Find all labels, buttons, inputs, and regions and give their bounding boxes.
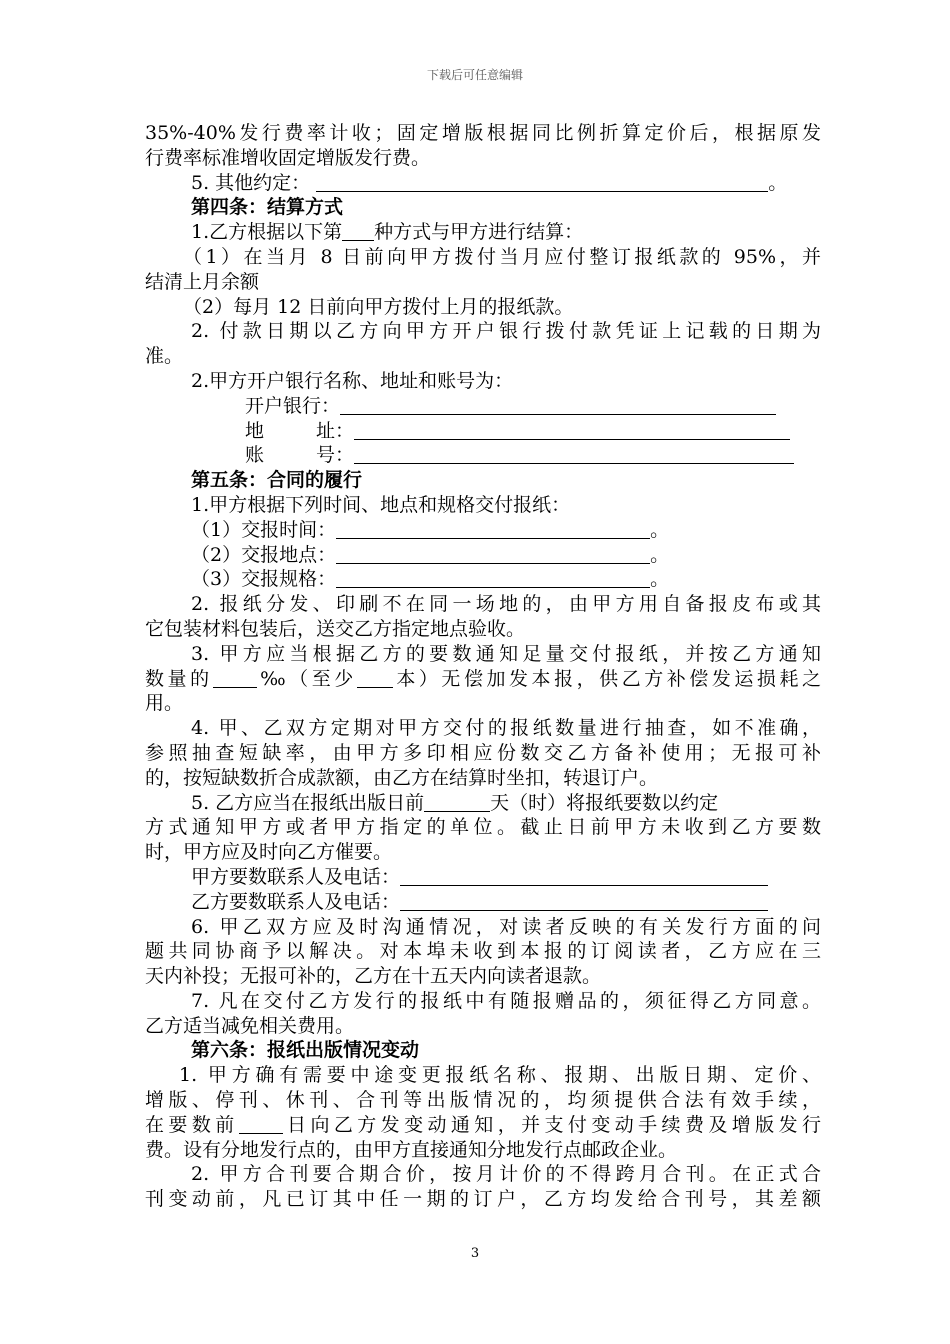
address-label-b: 址： bbox=[316, 419, 355, 442]
notice-days-label: 5. 乙方应当在报纸出版日前 bbox=[191, 791, 425, 814]
bank-name-blank[interactable] bbox=[340, 395, 776, 415]
extra-copies-line bbox=[145, 667, 821, 692]
page-number: 3 bbox=[470, 1246, 480, 1261]
delivery-time-blank[interactable] bbox=[336, 519, 650, 539]
document-body bbox=[145, 121, 821, 1212]
party-a-contact-blank[interactable] bbox=[400, 866, 768, 886]
min-copies-blank[interactable] bbox=[357, 668, 393, 688]
party-b-contact-blank[interactable] bbox=[400, 891, 768, 911]
paragraph-line: 准。 bbox=[145, 345, 184, 368]
bank-address-blank[interactable] bbox=[354, 420, 790, 440]
notice-days-blank[interactable] bbox=[424, 792, 490, 812]
paragraph-line: 1.甲方根据下列时间、地点和规格交付报纸： bbox=[191, 493, 571, 516]
paragraph-line: （2）每月 12 日前向甲方拨付上月的报纸款。 bbox=[183, 295, 574, 318]
section-heading-4: 第四条：结算方式 bbox=[191, 196, 344, 219]
paragraph-line: 1. 甲方确有需要中途变更报纸名称、报期、出版日期、定价、 bbox=[179, 1064, 821, 1087]
bank-account-blank[interactable] bbox=[354, 444, 794, 464]
paragraph-line: 行费率标准增收固定增版发行费。 bbox=[145, 146, 431, 169]
extra-copies-label: 数量的 bbox=[145, 667, 213, 690]
paragraph-line: 35%-40%发行费率计收；固定增版根据同比例折算定价后，根据原发 bbox=[145, 122, 821, 144]
party-a-contact-label: 甲方要数联系人及电话： bbox=[191, 865, 401, 888]
fill-in-blank[interactable] bbox=[316, 172, 768, 192]
settlement-label: 1.乙方根据以下第 bbox=[191, 221, 343, 244]
account-label-a: 账 bbox=[245, 444, 265, 467]
delivery-spec-blank[interactable] bbox=[336, 568, 650, 588]
settlement-label-end: 种方式与甲方进行结算： bbox=[374, 221, 584, 244]
address-label-a: 地 bbox=[245, 419, 265, 442]
paragraph-line: 刊变动前，凡已订其中任一期的订户，乙方均发给合刊号，其差额 bbox=[145, 1188, 821, 1211]
paragraph-line: 时，甲方应及时向乙方催要。 bbox=[145, 841, 393, 864]
paragraph-line: 结清上月余额 bbox=[145, 270, 260, 293]
page-header: 下载后可任意编辑 bbox=[426, 68, 523, 82]
period: 。 bbox=[768, 171, 788, 194]
account-label-b: 号： bbox=[316, 444, 355, 467]
delivery-spec-line bbox=[145, 567, 821, 592]
paragraph-line: 方式通知甲方或者甲方指定的单位。截止日前甲方未收到乙方要数 bbox=[145, 816, 821, 839]
period: 。 bbox=[650, 568, 670, 591]
delivery-place-blank[interactable] bbox=[336, 544, 650, 564]
paragraph-line: 它包装材料包装后，送交乙方指定地点验收。 bbox=[145, 617, 526, 640]
party-b-contact-label: 乙方要数联系人及电话： bbox=[191, 890, 401, 913]
paragraph-line: 2. 付款日期以乙方向甲方开户银行拨付款凭证上记载的日期为 bbox=[191, 320, 821, 343]
change-notice-label: 在要数前 bbox=[145, 1113, 239, 1136]
method-number-blank[interactable] bbox=[342, 221, 374, 241]
section-heading-5: 第五条：合同的履行 bbox=[191, 469, 363, 492]
bank-account-line bbox=[145, 443, 821, 468]
bank-name-line bbox=[145, 394, 821, 419]
change-notice-line bbox=[145, 1113, 821, 1138]
paragraph-line: 题共同协商予以解决。对本埠未收到本报的订阅读者，乙方应在三 bbox=[145, 940, 821, 963]
paragraph-line: 参照抽查短缺率，由甲方多印相应份数交乙方备补使用；无报可补 bbox=[145, 741, 821, 764]
notice-days-line bbox=[145, 791, 821, 816]
permille-label: ‰（至少 bbox=[256, 667, 357, 690]
paragraph-line: 4. 甲、乙双方定期对甲方交付的报纸数量进行抽查，如不准确， bbox=[191, 717, 821, 740]
paragraph-line: 增版、停刊、休刊、合刊等出版情况的，均须提供合法有效手续， bbox=[145, 1089, 821, 1112]
extra-copies-end: 本）无偿加发本报，供乙方补偿发运损耗之 bbox=[392, 667, 821, 690]
delivery-place-line bbox=[145, 543, 821, 568]
delivery-time-label: （1）交报时间： bbox=[191, 518, 337, 541]
bank-address-line bbox=[145, 419, 821, 444]
change-notice-days-blank[interactable] bbox=[239, 1114, 283, 1134]
paragraph-line: 3. 甲方应当根据乙方的要数通知足量交付报纸，并按乙方通知 bbox=[191, 642, 821, 665]
period: 。 bbox=[650, 518, 670, 541]
paragraph-line: 的，按短缺数折合成款额，由乙方在结算时坐扣，转退订户。 bbox=[145, 766, 659, 789]
paragraph-line: 乙方适当减免相关费用。 bbox=[145, 1014, 355, 1037]
paragraph-line: 2. 甲方合刊要合期合价，按月计价的不得跨月合刊。在正式合 bbox=[191, 1163, 821, 1186]
delivery-place-label: （2）交报地点： bbox=[191, 543, 337, 566]
party-a-contact-line bbox=[145, 865, 821, 890]
bank-name-label: 开户银行： bbox=[245, 394, 341, 417]
change-notice-end: 日向乙方发变动通知，并支付变动手续费及增版发行 bbox=[282, 1113, 821, 1136]
delivery-time-line bbox=[145, 518, 821, 543]
delivery-spec-label: （3）交报规格： bbox=[191, 568, 337, 591]
settlement-method-line bbox=[145, 220, 821, 245]
paragraph-line: 2. 报纸分发、印刷不在同一场地的，由甲方用自备报皮布或其 bbox=[191, 593, 821, 616]
paragraph-line: 6. 甲乙双方应及时沟通情况，对读者反映的有关发行方面的问 bbox=[191, 915, 821, 938]
paragraph-line: 2.甲方开户银行名称、地址和账号为： bbox=[191, 369, 514, 392]
notice-days-end: 天（时）将报纸要数以约定 bbox=[490, 791, 719, 814]
other-agreement-label: 5. 其他约定： bbox=[191, 171, 311, 194]
paragraph-line: 用。 bbox=[145, 692, 184, 715]
period: 。 bbox=[650, 543, 670, 566]
other-agreement-line bbox=[145, 171, 821, 196]
section-heading-6: 第六条：报纸出版情况变动 bbox=[191, 1039, 420, 1062]
paragraph-line: 7. 凡在交付乙方发行的报纸中有随报赠品的，须征得乙方同意。 bbox=[191, 989, 821, 1012]
paragraph-line: （1）在当月 8 日前向甲方拨付当月应付整订报纸款的 95%，并 bbox=[183, 245, 821, 268]
paragraph-line: 费。设有分地发行点的，由甲方直接通知分地发行点邮政企业。 bbox=[145, 1138, 678, 1161]
permille-blank[interactable] bbox=[213, 668, 257, 688]
paragraph-line: 天内补投；无报可补的，乙方在十五天内向读者退款。 bbox=[145, 965, 602, 988]
party-b-contact-line bbox=[145, 890, 821, 915]
